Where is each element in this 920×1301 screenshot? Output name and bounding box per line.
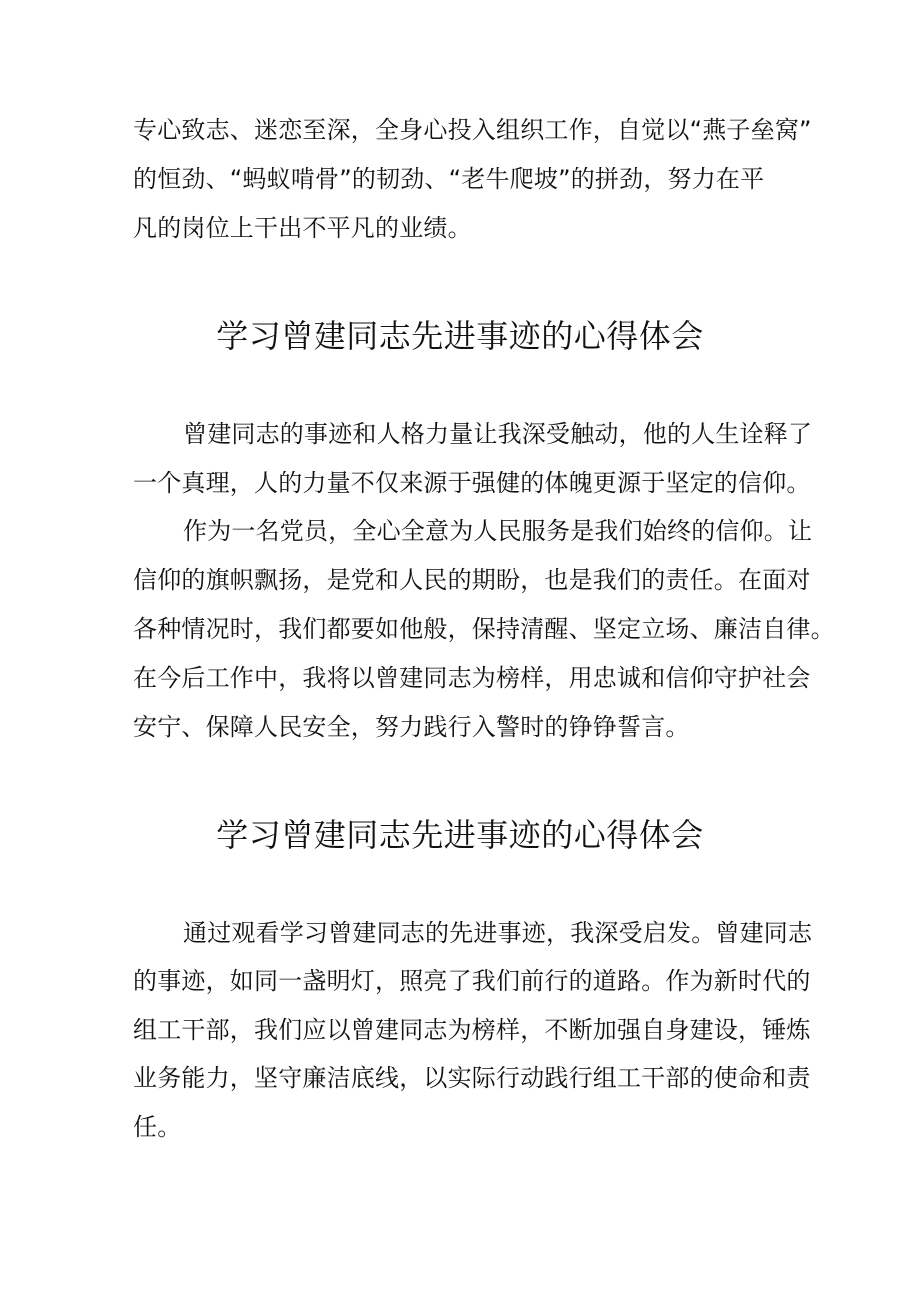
section2-title: 学习曾建同志先进事迹的心得体会 xyxy=(216,816,704,854)
section2-line-3: 组工干部，我们应以曾建同志为榜样，不断加强自身建设，锤炼 xyxy=(133,1016,811,1044)
section1-line-5: 各种情况时，我们都要如他般，保持清醒、坚定立场、廉洁自律。 xyxy=(133,615,835,643)
section1-line-3: 作为一名党员，全心全意为人民服务是我们始终的信仰。让 xyxy=(183,517,813,545)
section1-line-1: 曾建同志的事迹和人格力量让我深受触动，他的人生诠释了 xyxy=(183,420,813,448)
intro-line-1: 专心致志、迷恋至深，全身心投入组织工作，自觉以“燕子垒窝” xyxy=(133,116,812,144)
section1-line-7: 安宁、保障人民安全，努力践行入警时的铮铮誓言。 xyxy=(133,713,690,741)
intro-line-2: 的恒劲、“蚂蚁啃骨”的韧劲、“老牛爬坡”的拼劲，努力在平 xyxy=(133,165,765,193)
section1-line-2: 一个真理，人的力量不仅来源于强健的体魄更源于坚定的信仰。 xyxy=(133,469,811,497)
section1-line-4: 信仰的旗帜飘扬，是党和人民的期盼，也是我们的责任。在面对 xyxy=(133,566,811,594)
section1-title: 学习曾建同志先进事迹的心得体会 xyxy=(216,317,704,355)
section2-line-2: 的事迹，如同一盏明灯，照亮了我们前行的道路。作为新时代的 xyxy=(133,967,811,995)
section1-line-6: 在今后工作中，我将以曾建同志为榜样，用忠诚和信仰守护社会 xyxy=(133,664,811,692)
section2-line-4: 业务能力，坚守廉洁底线，以实际行动践行组工干部的使命和责 xyxy=(133,1064,811,1092)
intro-line-3: 凡的岗位上干出不平凡的业绩。 xyxy=(133,214,472,242)
section2-line-1: 通过观看学习曾建同志的先进事迹，我深受启发。曾建同志 xyxy=(183,919,813,947)
section2-line-5: 任。 xyxy=(133,1113,182,1141)
